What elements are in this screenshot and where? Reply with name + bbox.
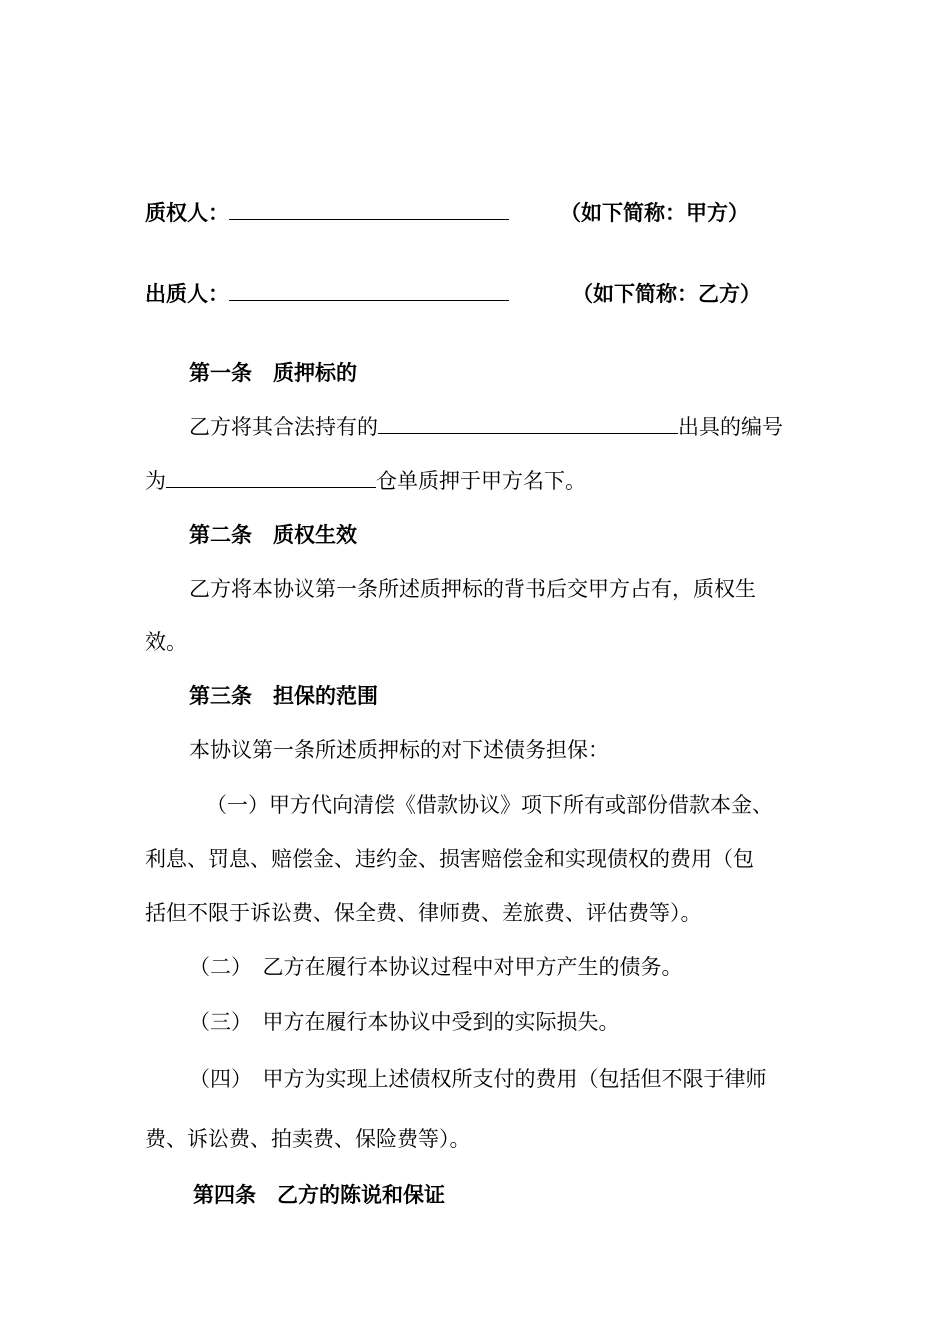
- article1-line2: [145, 466, 586, 496]
- article4-heading: 第四条 乙方的陈说和保证: [193, 1182, 445, 1207]
- article3-intro: 本协议第一条所述质押标的对下述债务担保：: [189, 738, 609, 762]
- article2-line2: 效。: [145, 630, 187, 654]
- article3-item4-line1: （四） 甲方为实现上述债权所支付的费用（包括但不限于律师: [189, 1067, 767, 1091]
- pledgor-line: [145, 279, 509, 309]
- article3-item1-line2: 利息、罚息、赔偿金、违约金、损害赔偿金和实现债权的费用（包: [145, 847, 754, 871]
- pledgor-blank[interactable]: [229, 280, 509, 301]
- article2-heading: 第二条 质权生效: [189, 522, 357, 547]
- pledgee-label: 质权人：: [145, 200, 229, 225]
- article3-heading: 第三条 担保的范围: [189, 683, 378, 708]
- warehouse-holder-blank[interactable]: [378, 413, 678, 434]
- article3-item3: （三） 甲方在履行本协议中受到的实际损失。: [189, 1010, 620, 1034]
- article3-item1-line1: （一）甲方代向清偿《借款协议》项下所有或部份借款本金、: [206, 793, 773, 817]
- article1-line1-pre: 乙方将其合法持有的: [189, 415, 378, 439]
- receipt-number-blank[interactable]: [166, 467, 376, 488]
- article3-item2: （二） 乙方在履行本协议过程中对甲方产生的债务。: [189, 955, 683, 979]
- article3-item4-line2: 费、诉讼费、拍卖费、保险费等）。: [145, 1127, 471, 1151]
- article1-heading: 第一条 质押标的: [189, 360, 357, 385]
- pledgor-alias: （如下简称：乙方）: [572, 281, 761, 306]
- pledgee-blank[interactable]: [229, 199, 509, 220]
- pledgee-line: [145, 198, 509, 228]
- article1-line2-pre: 为: [145, 469, 166, 493]
- pledgee-alias: （如下简称：甲方）: [560, 200, 749, 225]
- article1-line1: [189, 412, 783, 442]
- article3-item1-line3: 括但不限于诉讼费、保全费、律师费、差旅费、评估费等）。: [145, 901, 702, 925]
- pledgor-label: 出质人：: [145, 281, 229, 306]
- article1-line2-post: 仓单质押于甲方名下。: [376, 469, 586, 493]
- article1-line1-post: 出具的编号: [678, 415, 783, 439]
- article2-line1: 乙方将本协议第一条所述质押标的背书后交甲方占有，质权生: [189, 577, 756, 601]
